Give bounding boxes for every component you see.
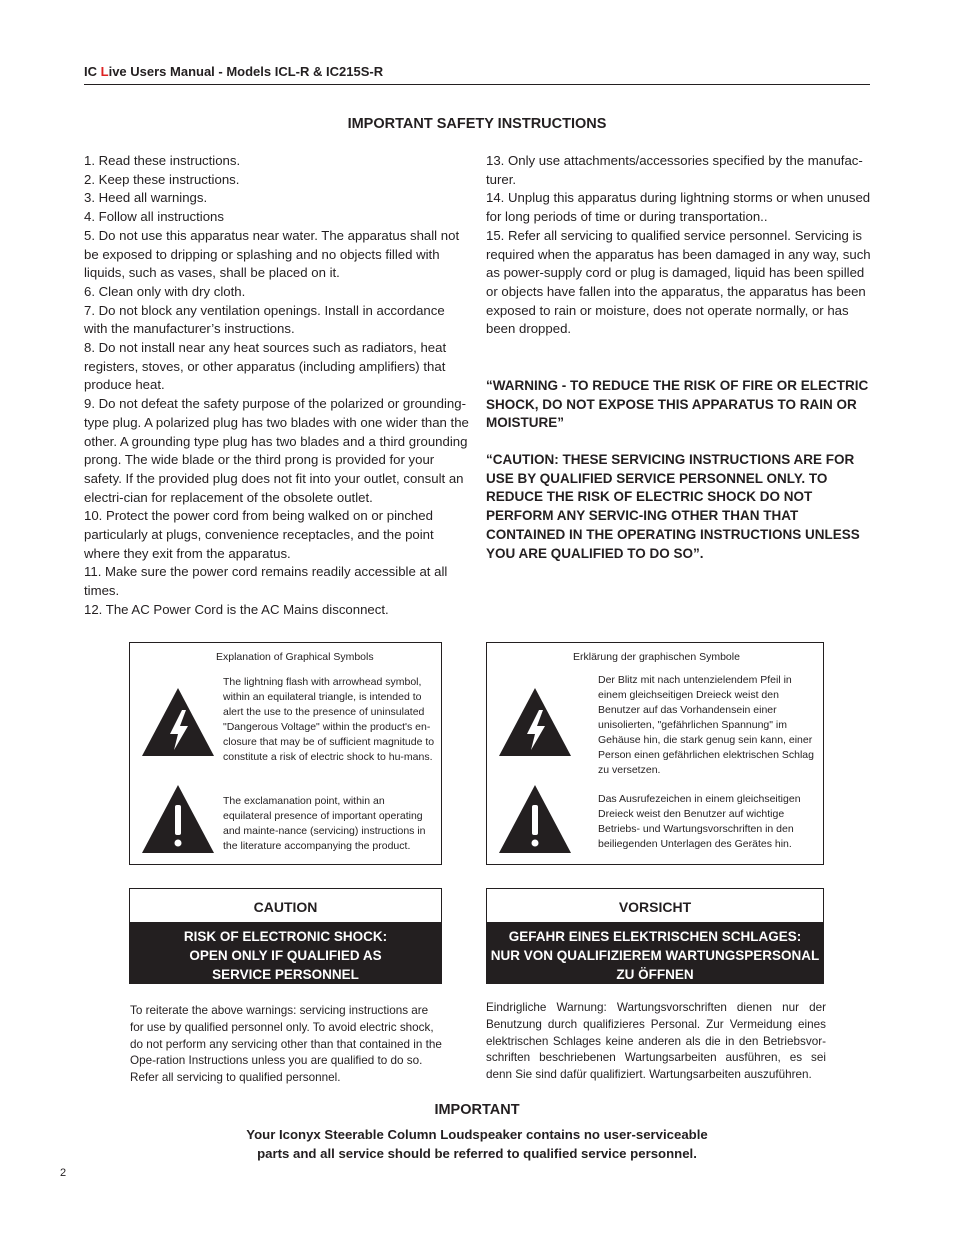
caution-statement-block xyxy=(486,451,878,563)
caution-paragraph-english: To reiterate the above warnings: servicing instructions are for use by qualified personnel only. To avoid electric shock, do not perform any servicing other than that contained in the Ope-ration Instructions unless you are qualified to do so. Refer all servicing to qualified personnel. xyxy=(130,1004,442,1085)
page-number: 2 xyxy=(60,1167,67,1179)
left-instructions-column xyxy=(84,152,470,620)
instruction-item: 10. Protect the power cord from being walked on or pinched particularly at plugs, convenience receptacles, and the point where they exit from the apparatus. xyxy=(84,508,434,561)
caution-label-english xyxy=(129,888,442,984)
caution-label-line: RISK OF ELECTRONIC SHOCK: xyxy=(183,929,388,944)
header-red-letter: L xyxy=(100,64,109,79)
lightning-warning-icon xyxy=(497,686,573,758)
instruction-item: 14. Unplug this apparatus during lightning storms or when unused for long periods of time or during transportation.. xyxy=(486,190,871,225)
lightning-warning-icon xyxy=(140,686,216,758)
important-line: Your Iconyx Steerable Column Loudspeaker contains no user-serviceable xyxy=(246,1127,708,1142)
symbols-caption: Explanation of Graphical Symbols xyxy=(216,651,374,663)
caution-label-title: CAUTION xyxy=(253,899,318,915)
caution-label-german xyxy=(486,888,824,984)
important-line: parts and all service should be referred to qualified service personnel. xyxy=(257,1146,697,1161)
instruction-item: 9. Do not defeat the safety purpose of the polarized or grounding-type plug. A polarized plug has two blades with one wider than the other. A grounding type plug has two blades and a third grounding prong. The wide blade or the third prong is provided for your safety. If the provided plug does not fit into your outlet, consult an electri-cian for replacement of the obsolete outlet. xyxy=(84,396,469,505)
instruction-item: 15. Refer all servicing to qualified service personnel. Servicing is required when the apparatus has been damaged in any way, such as power-supply cord or plug is damaged, liquid has been spilled or objects have fallen into the apparatus, the apparatus has been exposed to rain or moisture, does not operate normally, or has been dropped. xyxy=(486,227,871,337)
symbols-caption: Erklärung der graphischen Symbole xyxy=(573,651,740,663)
header-title: ive Users Manual - Models ICL-R & IC215S-R xyxy=(108,64,384,79)
exclamation-warning-icon xyxy=(497,783,573,855)
exclamation-warning-icon xyxy=(140,783,216,855)
instruction-item: 5. Do not use this apparatus near water. The apparatus shall not be exposed to dripping or splashing and no objects filled with liquids, such as vases, shall be placed on it. xyxy=(84,227,460,281)
important-heading: IMPORTANT xyxy=(434,1102,520,1118)
instruction-item: 7. Do not block any ventilation openings. Install in accordance with the manufacturer’s instructions. xyxy=(84,302,445,337)
right-instructions-column xyxy=(486,152,874,339)
instruction-item: 13. Only use attachments/accessories specified by the manufac-turer. xyxy=(486,153,863,187)
instruction-item: 12. The AC Power Cord is the AC Mains disconnect. xyxy=(84,601,389,617)
caution-statement-text: “CAUTION: THESE SERVICING INSTRUCTIONS ARE FOR USE BY QUALIFIED SERVICE PERSONNEL ONLY. TO REDUCE THE RISK OF ELECTRIC SHOCK DO NOT PERFORM ANY SERVIC-ING OTHER THAN THAT CONTAINED IN THE OPERATING INSTRUCTIONS UNLESS YOU ARE QUALIFIED TO DO SO”. xyxy=(486,452,860,561)
symbols-box-german xyxy=(486,642,824,865)
caution-label-line: SERVICE PERSONNEL xyxy=(212,967,359,982)
lightning-explanation: Der Blitz mit nach untenzielendem Pfeil in einem gleichseitigen Dreieck weist den Benutzer auf das Vorhandensein einer unisolierten, "gefährlichen Spannung" im Gehäuse hin, die stark genug sein kann, einer Person einen gefährlichen elektrischen Schlag zu versetzen. xyxy=(598,674,814,776)
exclamation-explanation: Das Ausrufezeichen in einem gleichseitigen Dreieck weist den Benutzer auf wichtige Betriebs- und Wartungsvorschriften in den beiliegenden Unterlagen des Gerätes hin. xyxy=(598,793,801,850)
symbols-box-english xyxy=(129,642,442,865)
important-notice xyxy=(0,1125,954,1163)
running-header xyxy=(84,64,870,85)
lightning-explanation: The lightning flash with arrowhead symbol, within an equilateral triangle, is intended to alert the use to the presence of uninsulated "Dangerous Voltage" within the product's en-closure that may be of sufficient magnitude to constitute a risk of electric shock to hu-mans. xyxy=(223,676,435,763)
warning-text: “WARNING - TO REDUCE THE RISK OF FIRE OR ELECTRIC SHOCK, DO NOT EXPOSE THIS APPARATUS TO RAIN OR MOISTURE” xyxy=(486,378,869,431)
warning-block xyxy=(486,377,878,433)
caution-label-line: ZU ÖFFNEN xyxy=(616,967,694,982)
caution-label-body xyxy=(487,922,823,983)
instruction-item: 4. Follow all instructions xyxy=(84,209,224,225)
caution-paragraph-german: Eindrigliche Warnung: Wartungsvorschriften dienen nur der Benutzung durch qualifizieres Personal. Zur Vermeidung eines elektrischen Schlages keine anderen als die in den Betriebsvor-schriften beschriebenen Wartungsarbeiten ausführen, es sei denn Sie sind dafür qualifiziert. Wartungsarbeiten auszuführen. xyxy=(486,1001,826,1082)
instruction-item: 3. Heed all warnings. xyxy=(84,190,208,206)
exclamation-explanation: The exclamanation point, within an equilateral presence of important operating and mainte-nance (servicing) instructions in the literature accompanying the product. xyxy=(223,795,426,852)
instruction-item: 8. Do not install near any heat sources such as radiators, heat registers, stoves, or other apparatus (including amplifiers) that produce heat. xyxy=(84,340,447,393)
page-title: IMPORTANT SAFETY INSTRUCTIONS xyxy=(347,116,607,132)
caution-label-line: NUR VON QUALIFIZIEREM WARTUNGSPERSONAL xyxy=(490,948,820,963)
caution-label-title: VORSICHT xyxy=(618,899,692,915)
instruction-item: 11. Make sure the power cord remains readily accessible at all times. xyxy=(84,564,448,599)
header-prefix: IC xyxy=(84,64,101,79)
caution-label-body xyxy=(130,922,441,983)
instruction-item: 1. Read these instructions. xyxy=(84,153,241,168)
caution-label-line: OPEN ONLY IF QUALIFIED AS xyxy=(189,948,382,963)
instruction-item: 2. Keep these instructions. xyxy=(84,171,240,187)
caution-label-line: GEFAHR EINES ELEKTRISCHEN SCHLAGES: xyxy=(508,929,802,944)
instruction-item: 6. Clean only with dry cloth. xyxy=(84,283,246,299)
